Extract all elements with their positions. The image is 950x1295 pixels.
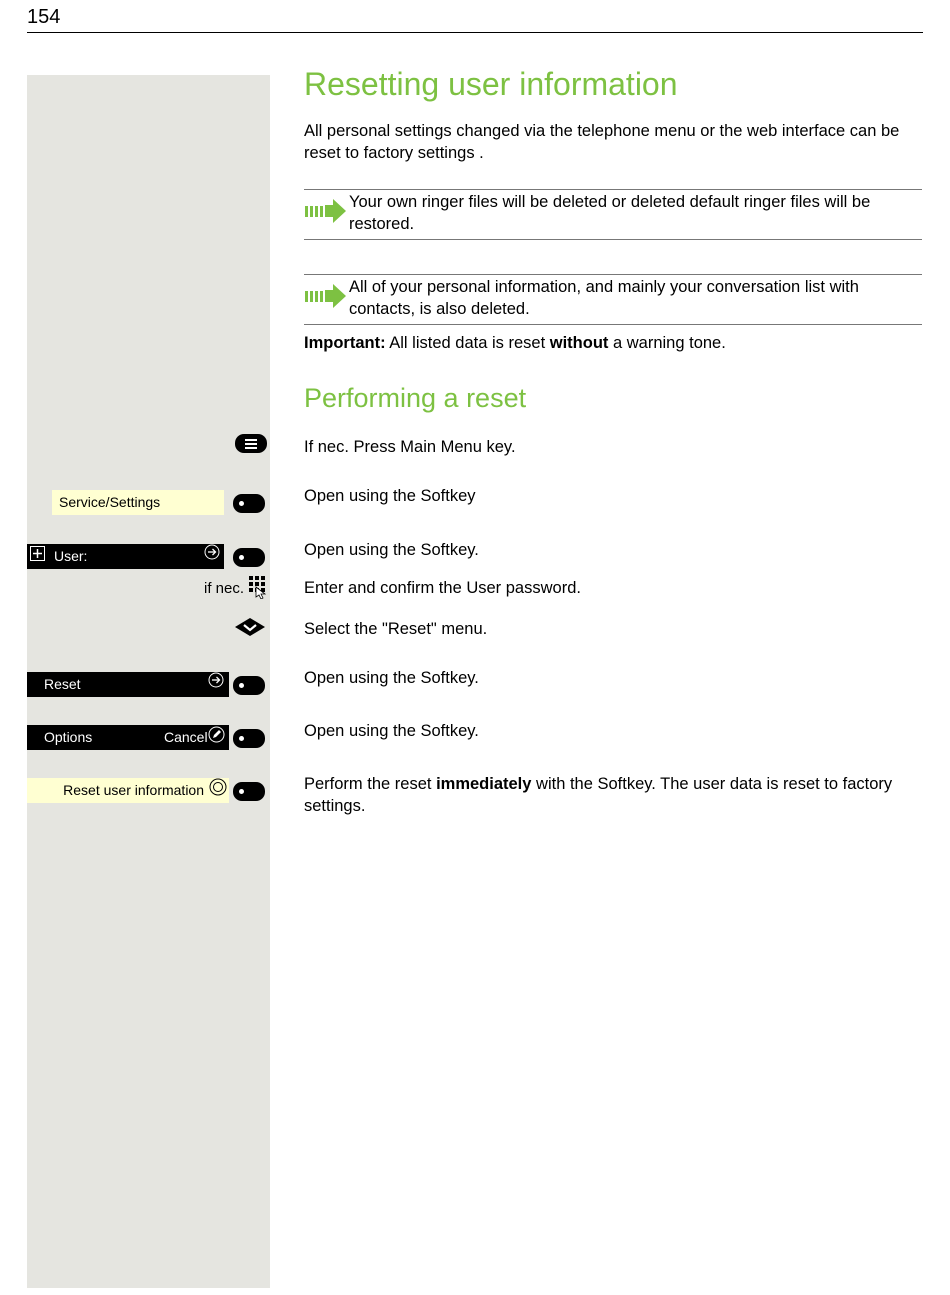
intro-paragraph: All personal settings changed via the telephone menu or the web interface can be reset to factory settings . <box>304 122 900 162</box>
softkey-icon[interactable] <box>233 494 265 513</box>
keypad-icon[interactable] <box>248 575 267 599</box>
forward-arrow-icon <box>208 672 224 688</box>
step-8-text-start: Perform the reset <box>304 775 437 793</box>
user-label: User: <box>54 548 88 564</box>
step-3-text: Open using the Softkey. <box>304 541 479 559</box>
plus-icon <box>30 546 45 561</box>
note-text-1: Your own ringer files will be deleted or deleted default ringer files will be restored. <box>349 193 871 233</box>
reset-label: Reset <box>44 676 81 692</box>
note-text-2: All of your personal information, and mainly your conversation list with contacts, is also deleted. <box>349 278 859 318</box>
reset-user-info-display <box>27 778 229 803</box>
reset-user-info-label: Reset user information <box>63 782 204 798</box>
note-box-1 <box>304 189 922 240</box>
step-1-text: If nec. Press Main Menu key. <box>304 438 516 456</box>
forward-arrow-icon <box>204 544 220 560</box>
important-text-end: a warning tone. <box>608 334 726 352</box>
user-display <box>27 544 224 569</box>
step-5-text: Select the "Reset" menu. <box>304 620 488 638</box>
note-box-2 <box>304 274 922 325</box>
cancel-label: Cancel <box>164 729 208 745</box>
page-number: 154 <box>27 6 61 28</box>
softkey-icon[interactable] <box>233 548 265 567</box>
step-8-text <box>304 774 922 817</box>
ok-circle-icon <box>209 778 227 796</box>
navigation-key-icon[interactable] <box>234 617 266 637</box>
note-arrow-icon <box>305 198 347 224</box>
step-8-emphasis: immediately <box>436 775 532 793</box>
service-settings-display: Service/Settings <box>52 490 224 515</box>
important-label: Important: <box>304 334 386 352</box>
important-emphasis: without <box>549 334 609 352</box>
options-label: Options <box>44 729 93 745</box>
step-7-text: Open using the Softkey. <box>304 722 479 740</box>
important-text: All listed data is reset <box>385 334 550 352</box>
softkey-icon[interactable] <box>233 729 265 748</box>
if-nec-label: if nec. <box>204 580 245 597</box>
step-2-text: Open using the Softkey <box>304 487 476 505</box>
note-arrow-icon <box>305 283 347 309</box>
step-8-text-end: with the Softkey. The user data is reset to factory settings. <box>304 775 893 815</box>
options-display <box>27 725 229 750</box>
section-title: Performing a reset <box>304 383 527 413</box>
header-rule <box>27 32 923 33</box>
page-title: Resetting user information <box>304 66 678 102</box>
softkey-icon[interactable] <box>233 676 265 695</box>
step-6-text: Open using the Softkey. <box>304 669 479 687</box>
softkey-icon[interactable] <box>233 782 265 801</box>
important-note <box>304 333 922 355</box>
reset-display <box>27 672 229 697</box>
main-menu-key-icon[interactable] <box>235 434 267 453</box>
edit-pencil-icon <box>208 726 225 743</box>
step-4-text: Enter and confirm the User password. <box>304 579 581 597</box>
